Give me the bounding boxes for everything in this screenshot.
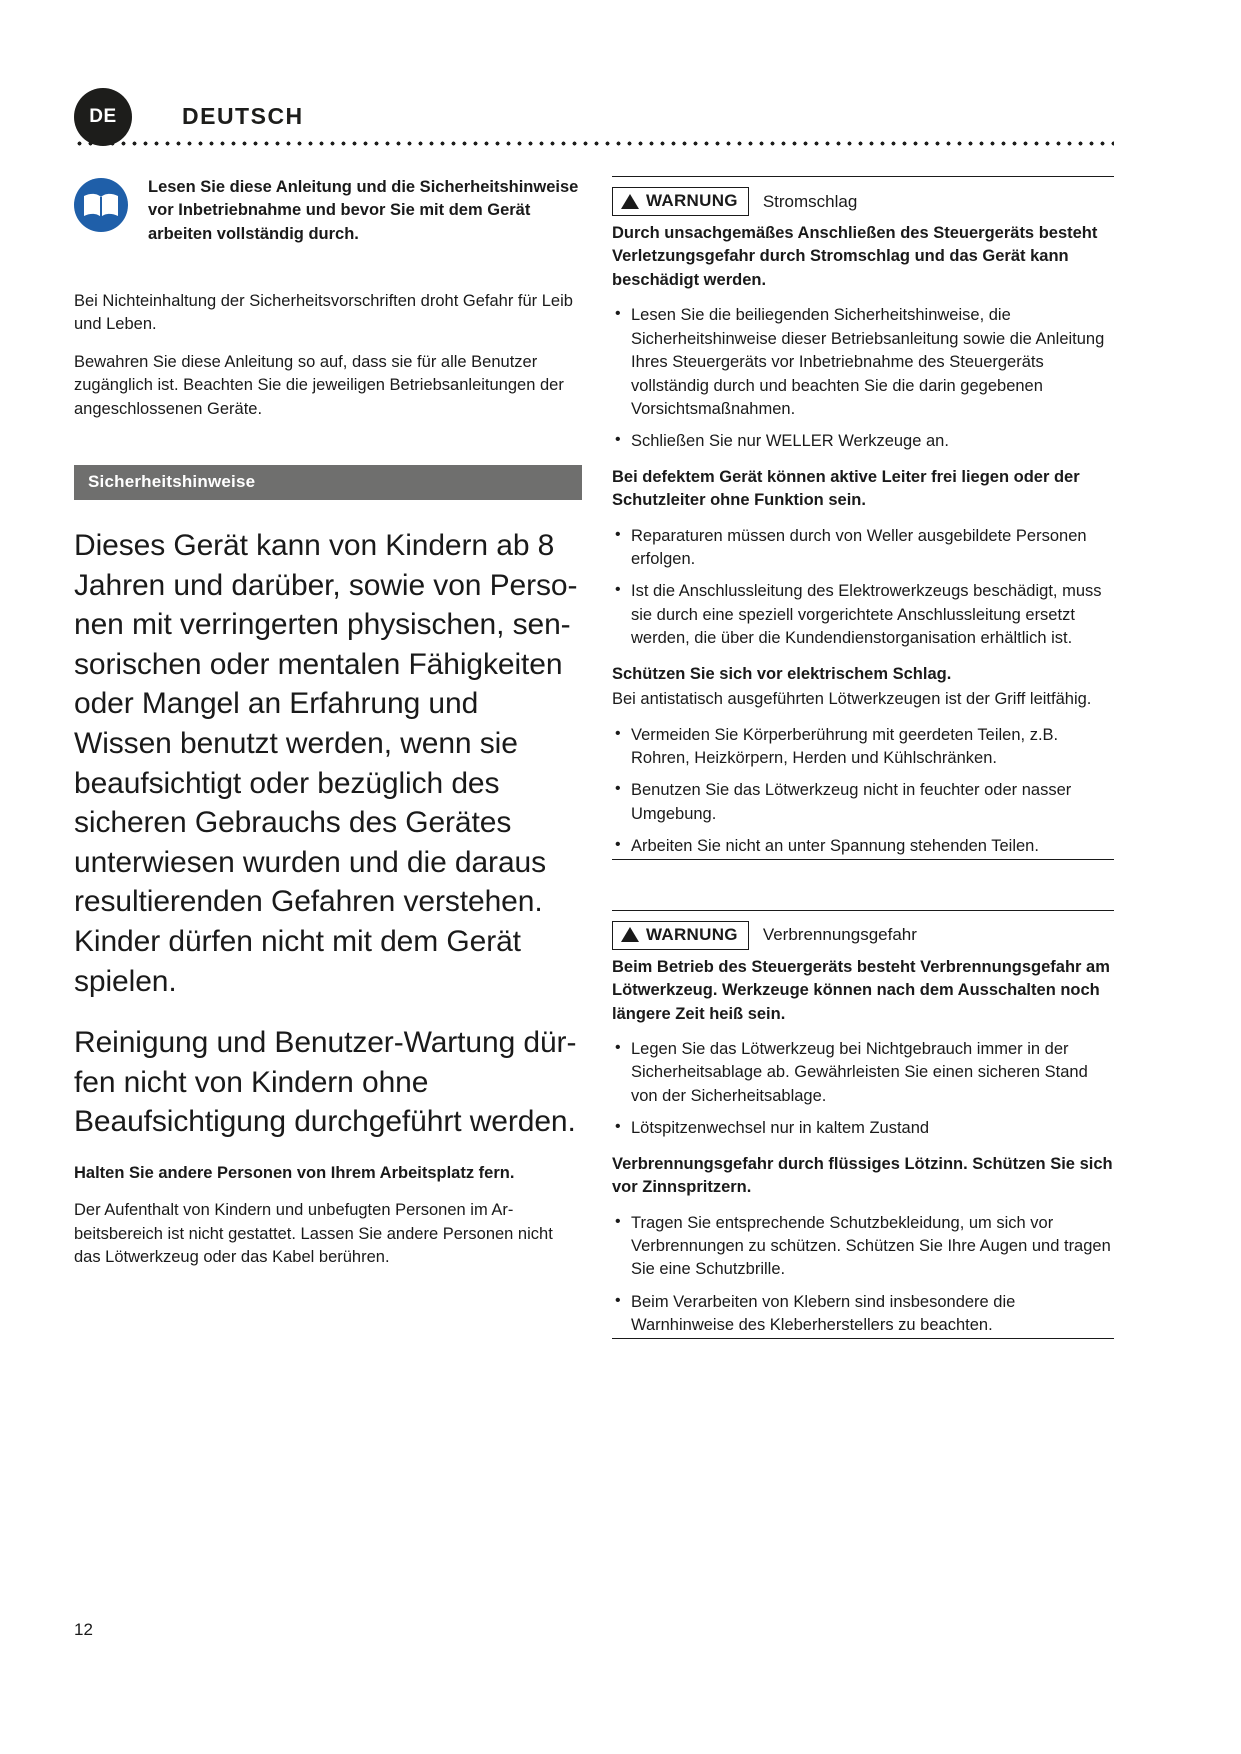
intro-paragraph-1: Bei Nichteinhaltung der Sicherheitsvorschriften droht Gefahr für Leib und Leben.: [74, 292, 573, 334]
manual-book-icon: [74, 178, 128, 232]
list-item: • Vermeiden Sie Körperberührung mit geerdeten Teilen, z.B. Rohren, Heizkörpern, Herden und Kühlschränken.: [612, 724, 1114, 771]
warning-intro: Durch unsachgemäßes Anschließen des Steuergeräts besteht Verletzungsgefahr durch Stromschlag und das Gerät kann beschädigt werden.: [612, 224, 1098, 289]
safety-bold-lead: Halten Sie andere Personen von Ihrem Arbeitsplatz fern.: [74, 1164, 515, 1183]
page-header: [74, 88, 1114, 158]
warning-badge-label: WARNUNG: [646, 924, 738, 944]
warning-triangle-icon: [621, 927, 639, 942]
page-number: 12: [74, 1620, 93, 1639]
safety-closing-paragraph: Der Aufenthalt von Kindern und unbefugten Personen im Arbeitsbereich ist nicht gestattet. Lassen Sie andere Personen nicht das Lötwerkzeug oder das Kabel berühren.: [74, 1201, 553, 1267]
list-item: • Lötspitzenwechsel nur in kaltem Zustand: [612, 1117, 1114, 1140]
safety-text-secondary: Reinigung und Benutzer-Wartung dürfen nicht von Kindern ohne Beaufsichtigung durchgeführt werden.: [74, 1026, 577, 1139]
list-item: • Beim Verarbeiten von Klebern sind insbesondere die Warnhinweise des Kleberherstellers zu beachten.: [612, 1291, 1114, 1338]
warning-bullets-2: [612, 525, 1114, 651]
list-item: • Lesen Sie die beiliegenden Sicherheitshinweise, die Sicherheitshinweise dieser Betriebsanleitung sowie die Anleitung Ihres Steuergeräts vor Inbetriebnahme des Steuergeräts vollständig durch und beachten Sie die darin gegebenen Vorsichtsmaßnahmen.: [612, 304, 1114, 421]
language-badge: DE: [74, 88, 132, 146]
warning-intro: Beim Betrieb des Steuergeräts besteht Verbrennungsgefahr am Lötwerkzeug. Werkzeuge können nach dem Ausschalten noch längere Zeit heiß sein.: [612, 957, 1110, 1023]
warning-block-burn-hazard: [612, 910, 1114, 1339]
section-heading-safety: Sicherheitshinweise: [74, 465, 582, 500]
list-item: • Legen Sie das Lötwerkzeug bei Nichtgebrauch immer in der Sicherheitsablage ab. Gewährleisten Sie einen sicheren Stand von der Sicherheitsablage.: [612, 1038, 1114, 1108]
language-title: DEUTSCH: [182, 103, 304, 129]
warning-block-divider: [612, 859, 1114, 860]
warning-block-divider: [612, 1338, 1114, 1339]
list-item: • Tragen Sie entsprechende Schutzbekleidung, um sich vor Verbrennungen zu schützen. Schützen Sie Ihre Augen und tragen Sie eine Schutzbrille.: [612, 1212, 1114, 1282]
right-column: [612, 176, 1114, 1339]
intro-paragraph-2: Bewahren Sie diese Anleitung so auf, dass sie für alle Benutzer zugänglich ist. Beachten Sie die jeweiligen Betriebsanleitungen der angeschlossenen Geräte.: [74, 352, 564, 418]
warning-header: [612, 187, 1114, 216]
warning-subheading-1: Bei defektem Gerät können aktive Leiter frei liegen oder der Schutzleiter ohne Funktion sein.: [612, 467, 1080, 510]
warning-bullets-1: [612, 1038, 1114, 1141]
warning-topic: Verbrennungsgefahr: [762, 925, 917, 945]
list-item: • Arbeiten Sie nicht an unter Spannung stehenden Teilen.: [612, 835, 1114, 858]
intro-bold-text: Lesen Sie diese Anleitung und die Sicherheitshinweise vor Inbetriebnahme und bevor Sie mit dem Gerät arbeiten vollständig durch.: [148, 178, 579, 243]
warning-triangle-icon: [621, 194, 639, 209]
left-column: [74, 176, 582, 1270]
warning-badge: [612, 921, 749, 950]
warning-subheading-1: Verbrennungsgefahr durch flüssiges Lötzinn. Schützen Sie sich vor Zinnspritzern.: [612, 1154, 1113, 1197]
warning-bullets-2: [612, 1212, 1114, 1338]
warning-block-electric-shock: [612, 176, 1114, 860]
warning-bullets-3: [612, 724, 1114, 859]
warning-header: [612, 921, 1114, 950]
list-item: • Reparaturen müssen durch von Weller ausgebildete Personen erfolgen.: [612, 525, 1114, 572]
intro-block: [74, 176, 582, 272]
safety-text-primary: Dieses Gerät kann von Kindern ab 8 Jahren und darüber, sowie von Personen mit verringerten physischen, sensorischen oder mentalen Fähigkeiten oder Mangel an Erfahrung und Wissen benutzt werden, wenn sie beaufsichtigt oder bezüglich des sicheren Gebrauchs des Gerätes unterwiesen wurden und die daraus resultierenden Gefahren verstehen. Kinder dürfen nicht mit dem Gerät spielen.: [74, 529, 578, 998]
list-item: • Schließen Sie nur WELLER Werkzeuge an.: [612, 430, 1114, 453]
list-item: • Ist die Anschlussleitung des Elektrowerkzeugs beschädigt, muss sie durch eine speziell vorgerichtete Anschlussleitung ersetzt werden, die über die Kundendienstorganisation erhältlich ist.: [612, 580, 1114, 650]
list-item: • Benutzen Sie das Lötwerkzeug nicht in feuchter oder nasser Umgebung.: [612, 779, 1114, 826]
warning-badge-label: WARNUNG: [646, 191, 738, 210]
dotted-divider: [74, 140, 1114, 147]
warning-badge: [612, 187, 749, 216]
warning-subheading-2: Schützen Sie sich vor elektrischem Schlag.: [612, 664, 952, 683]
warning-topic: Stromschlag: [762, 191, 858, 211]
warning-subtext-2: Bei antistatisch ausgeführten Lötwerkzeugen ist der Griff leitfähig.: [612, 690, 1092, 709]
warning-bullets-1: [612, 304, 1114, 454]
